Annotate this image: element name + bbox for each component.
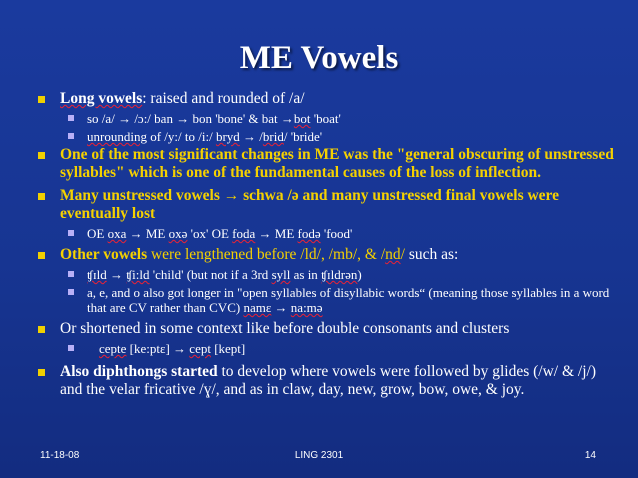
bullet-long-vowels (36, 90, 616, 108)
square-bullet-icon (38, 193, 45, 200)
word-syll: syll (271, 267, 291, 282)
bullet-text: to develop where vowels were followed by glides (/w/ & /j/) and the velar fricative /ɣ/, and as in claw, day, new, grow, bow, owe, & joy. (60, 363, 596, 398)
square-bullet-icon (68, 133, 74, 139)
text: as in (290, 267, 322, 282)
square-bullet-icon (68, 271, 74, 277)
sub-bullet-unrounding (36, 129, 616, 144)
text: a, e, and o also got longer in "open syllables of disyllabic words“ (meaning those syllables in a word that are CV rather than CVC) (87, 285, 610, 315)
text: OE (87, 226, 108, 241)
word-cept: cept (189, 341, 211, 356)
bullet-diphthongs (36, 363, 616, 399)
arrow-icon: → (243, 129, 257, 144)
text: ME (271, 226, 298, 241)
word-oxa: oxa (107, 226, 127, 241)
bullet-schwa (36, 187, 616, 223)
bullet-text: : raised and rounded of /a/ (142, 90, 305, 107)
text: 'ox' OE (187, 226, 233, 241)
text: so /a/ (87, 111, 119, 126)
bullet-text: schwa /ə and many unstressed final vowels were eventually lost (60, 187, 560, 222)
sub-bullet-open-syllables (36, 285, 616, 315)
word-unrounding: unrounding (87, 129, 147, 144)
arrow-icon: → (129, 226, 143, 241)
arrow-icon: → (173, 341, 187, 356)
arrow-icon: → (223, 187, 240, 204)
square-bullet-icon (38, 96, 45, 103)
word-foda: foda (232, 226, 256, 241)
arrow-icon: → (118, 111, 132, 126)
footer-course: LING 2301 (294, 450, 344, 461)
text: 'child' (but not if a 3rd (149, 267, 272, 282)
text: [kept] (210, 341, 246, 356)
bullet-text: / (400, 246, 409, 263)
word-fode: fodə (297, 226, 321, 241)
word-nd: nd (385, 246, 401, 263)
text: ) (357, 267, 362, 282)
text: [ke:ptɛ] (126, 341, 174, 356)
footer-date: 11-18-08 (40, 450, 80, 461)
text: / (256, 129, 263, 144)
footer-page-number: 14 (584, 450, 596, 461)
text: /ɔ:/ ban (131, 111, 177, 126)
arrow-icon: → (274, 300, 288, 315)
bullet-lengthened (36, 246, 616, 264)
slide-body (36, 86, 616, 399)
arrow-icon: → (176, 111, 190, 126)
arrow-icon: → (109, 267, 123, 282)
text: of /y:/ to /i:/ (146, 129, 216, 144)
term-diphthongs: Also diphthongs started (60, 363, 218, 380)
term-other-vowels: Other vowels (60, 246, 148, 263)
word-oxe: oxə (168, 226, 188, 241)
word-cepte: cepte (99, 341, 127, 356)
word-child-short: ʧɪld (87, 267, 107, 282)
text: / 'bride' (283, 129, 323, 144)
bullet-obscuring (36, 146, 616, 182)
bullet-text: Many unstressed vowels (60, 187, 224, 204)
text: bon 'bone' & bat (189, 111, 281, 126)
sub-bullet-cepte (36, 341, 616, 356)
square-bullet-icon (38, 252, 45, 259)
text: 'boat' (310, 111, 341, 126)
word-child-long: ʧi:ld (126, 267, 150, 282)
word-bryd: bryd (215, 129, 240, 144)
square-bullet-icon (38, 326, 45, 333)
word-bot: bot (293, 111, 311, 126)
arrow-icon: → (280, 111, 294, 126)
bullet-text: such as: (408, 246, 459, 263)
square-bullet-icon (68, 345, 74, 351)
word-brid: brid (262, 129, 284, 144)
bullet-text: were lengthened before /ld/, /mb/, & / (147, 246, 386, 263)
sub-bullet-child (36, 267, 616, 282)
word-children: ʧɪldrən (321, 267, 358, 282)
bullet-text: One of the most significant changes in ME was the "general obscuring of unstressed syllables" which is one of the fundamental causes of the loss of inflection. (60, 146, 614, 181)
square-bullet-icon (38, 152, 45, 159)
square-bullet-icon (38, 369, 45, 376)
slide-title: ME Vowels (239, 40, 399, 76)
text: 'food' (320, 226, 353, 241)
square-bullet-icon (68, 289, 74, 295)
bullet-shortened (36, 320, 616, 338)
sub-bullet-oxa (36, 226, 616, 241)
square-bullet-icon (68, 230, 74, 236)
word-name-short: namɛ (243, 300, 272, 315)
term-long-vowels: Long vowels (60, 90, 143, 107)
word-name-long: na:mə (290, 300, 323, 315)
arrow-icon: → (258, 226, 272, 241)
bullet-text: Or shortened in some context like before double consonants and clusters (60, 320, 510, 337)
square-bullet-icon (68, 115, 74, 121)
text: ME (142, 226, 169, 241)
sub-bullet-so-bon (36, 111, 616, 126)
